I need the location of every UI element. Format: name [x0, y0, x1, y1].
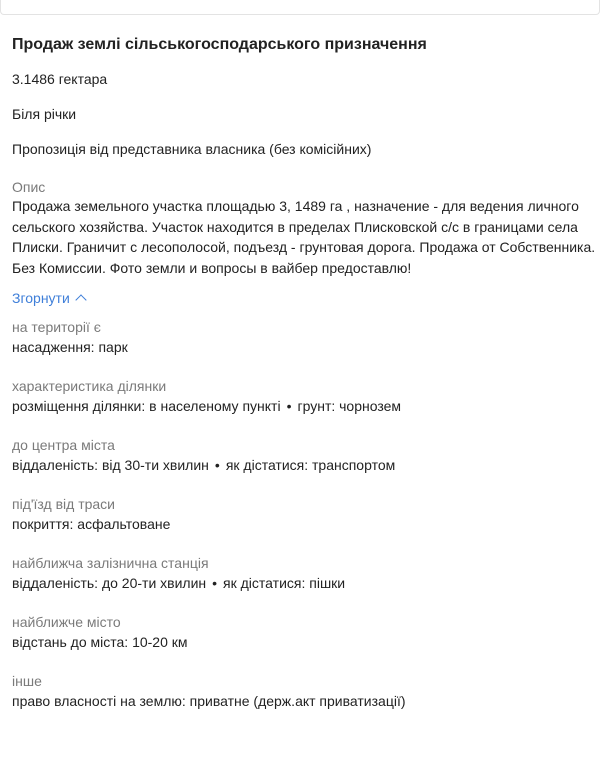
attribute-value: право власності на землю: приватне (держ.акт приватизації): [12, 693, 406, 709]
attribute-values: [12, 633, 598, 652]
attribute-value: грунт: чорнозем: [297, 398, 402, 414]
collapse-label: Згорнути: [12, 290, 70, 306]
listing-title: Продаж землі сільськогосподарського призначення: [12, 36, 427, 53]
listing-area: 3.1486 гектара: [12, 71, 108, 87]
attribute-label: характеристика ділянки: [12, 378, 167, 394]
attribute-value: як дістатися: пішки: [223, 575, 346, 591]
attribute-group: [12, 435, 598, 475]
attribute-value: як дістатися: транспортом: [225, 457, 396, 473]
bullet-separator: •: [286, 398, 292, 414]
bullet-separator: •: [214, 457, 220, 473]
listing-offer-type: Пропозиція від представника власника (без комісійних): [12, 141, 372, 157]
attribute-group: [12, 376, 598, 416]
attribute-values: [12, 338, 598, 357]
attribute-value: покриття: асфальтоване: [12, 516, 171, 532]
attribute-label: найближча залізнична станція: [12, 555, 209, 571]
listing-details: [12, 34, 598, 711]
description-text: Продажа земельного участка площадью 3, 1489 га , назначение - для ведения личного сельского хозяйства. Участок находится в пределах Плисковской с/с в границами села Плиски. Граничит с лесополосой, подъезд - грунтовая дорога. Продажа от Собственника. Без Комиссии. Фото земли и вопросы в вайбер предоставлю!: [12, 198, 596, 276]
attribute-label: найближче місто: [12, 614, 121, 630]
collapse-description-link[interactable]: [12, 288, 85, 308]
bullet-separator: •: [212, 575, 218, 591]
attribute-group: [12, 612, 598, 652]
attribute-value: насадження: парк: [12, 339, 128, 355]
chevron-up-icon: [75, 294, 86, 305]
previous-card-edge: [0, 0, 600, 15]
attribute-value: віддаленість: до 20-ти хвилин: [12, 575, 207, 591]
attribute-group: [12, 494, 598, 534]
description-label: Опис: [12, 179, 46, 195]
attribute-values: [12, 456, 598, 475]
attribute-value: відстань до міста: 10-20 км: [12, 634, 188, 650]
attribute-values: [12, 692, 598, 711]
attribute-group: [12, 317, 598, 357]
attribute-group: [12, 553, 598, 593]
attribute-values: [12, 515, 598, 534]
attributes-list: [12, 317, 598, 711]
attribute-group: [12, 671, 598, 711]
attribute-value: розміщення ділянки: в населеному пункті: [12, 398, 281, 414]
attribute-label: до центра міста: [12, 437, 115, 453]
attribute-value: віддаленість: від 30-ти хвилин: [12, 457, 209, 473]
attribute-values: [12, 574, 598, 593]
attribute-values: [12, 397, 598, 416]
listing-location: Біля річки: [12, 106, 77, 122]
attribute-label: під'їзд від траси: [12, 496, 116, 512]
attribute-label: на території є: [12, 319, 101, 335]
attribute-label: інше: [12, 673, 42, 689]
